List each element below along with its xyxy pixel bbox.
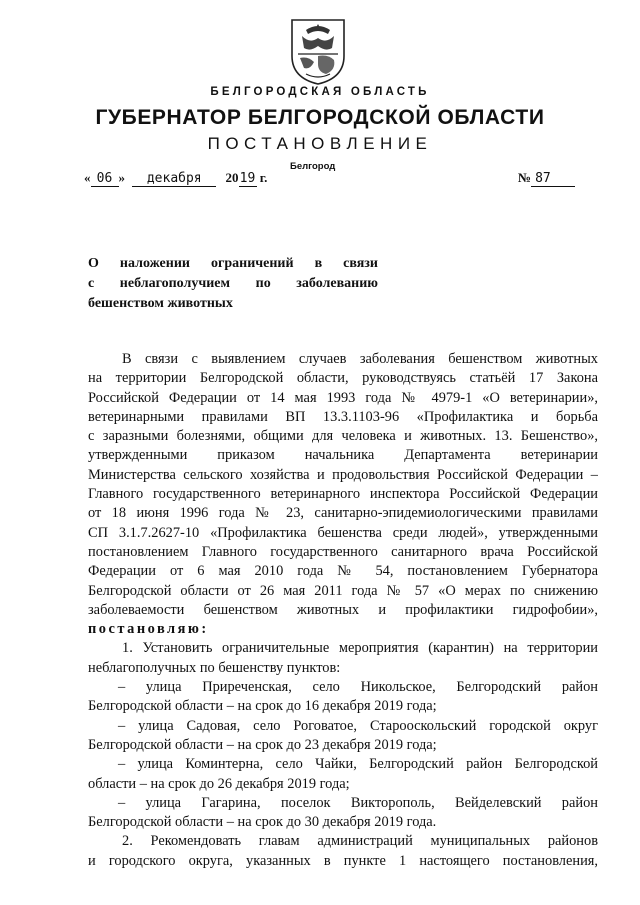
subitem-1-line: – улица Приреченская, село Никольское, Белгородский район	[118, 679, 598, 696]
document-type: ПОСТАНОВЛЕНИЕ	[207, 134, 433, 153]
subitem-4-line: Белгородской области – на срок до 30 декабря 2019 года.	[88, 814, 437, 831]
date-year-suffix: 19	[239, 171, 256, 186]
date-year-prefix: 20	[225, 170, 239, 185]
subitem-2-line: – улица Садовая, село Роговатое, Старооскольский городской округ	[118, 717, 598, 734]
coat-of-arms-icon	[288, 16, 348, 86]
date-year-unit: г.	[259, 170, 268, 185]
date-day: 06	[91, 172, 119, 187]
number-label: №	[518, 170, 532, 185]
decree-date	[84, 170, 267, 187]
subitem-1-line: Белгородской области – на срок до 16 декабря 2019 года;	[88, 698, 437, 715]
body-line: Российской Федерации от 14 мая 1993 года № 4979-1 «О ветеринарии»,	[88, 389, 598, 406]
governor-title: ГУБЕРНАТОР БЕЛГОРОДСКОЙ ОБЛАСТИ	[95, 106, 545, 129]
city-name: Белгород	[290, 161, 336, 172]
item-2-line: и городского округа, указанных в пункте 1 настоящего постановления,	[88, 852, 598, 869]
decree-title	[88, 254, 378, 314]
region-name: БЕЛГОРОДСКАЯ ОБЛАСТЬ	[210, 86, 430, 98]
body-line: Главного государственного ветеринарного инспектора Российской Федерации	[88, 486, 598, 503]
number-value: 87	[531, 172, 575, 187]
item-2-line: 2. Рекомендовать главам администраций муниципальных районов	[122, 833, 598, 850]
decree-body	[88, 350, 598, 871]
body-line: Белгородской области от 26 мая 2011 года № 57 «О мерах по снижению	[88, 582, 598, 599]
body-line: Федерации от 6 мая 2010 года № 54, постановлением Губернатора	[88, 563, 598, 580]
body-line: утвержденными приказом начальника Департамента ветеринарии	[88, 447, 598, 464]
title-line: О наложении ограничений в связи	[88, 256, 378, 271]
subitem-4-line: – улица Гагарина, поселок Викторополь, Вейделевский район	[118, 794, 598, 811]
body-line: СП 3.1.7.2627-10 «Профилактика бешенства среди людей», утвержденными	[88, 524, 598, 541]
resolves-keyword: постановляю:	[88, 621, 209, 638]
subitem-2-line: Белгородской области – на срок до 23 декабря 2019 года;	[88, 736, 437, 753]
body-line: на территории Белгородской области, руководствуясь статьёй 17 Закона	[88, 370, 598, 387]
body-line: заболеваемости бешенством животных и профилактики гидрофобии»,	[88, 601, 598, 618]
body-line: ветеринарными правилами ВП 13.3.1103-96 «Профилактика и борьба	[88, 408, 598, 425]
decree-number	[518, 170, 575, 187]
date-quote-open: «	[84, 170, 91, 185]
item-1-line: неблагополучных по бешенству пунктов:	[88, 659, 341, 676]
item-1-line: 1. Установить ограничительные мероприятия (карантин) на территории	[122, 640, 598, 657]
title-line: с неблагополучием по заболеванию	[88, 276, 378, 291]
subitem-3-line: области – на срок до 26 декабря 2019 года;	[88, 775, 350, 792]
body-line: от 18 июня 1996 года № 23, санитарно-эпидемиологическими правилами	[88, 505, 598, 522]
subitem-3-line: – улица Коминтерна, село Чайки, Белгородский район Белгородской	[118, 756, 598, 773]
body-line: с заразными болезнями, общими для человека и животных. 13. Бешенство»,	[88, 428, 598, 445]
date-quote-close: »	[118, 170, 125, 185]
body-line: В связи с выявлением случаев заболевания бешенством животных	[122, 351, 598, 367]
body-line: постановлением Главного государственного санитарного врача Российской	[88, 543, 598, 560]
date-month: декабря	[132, 172, 216, 187]
body-line: Министерства сельского хозяйства и продовольствия Российской Федерации –	[88, 466, 598, 483]
title-line: бешенством животных	[88, 296, 233, 311]
